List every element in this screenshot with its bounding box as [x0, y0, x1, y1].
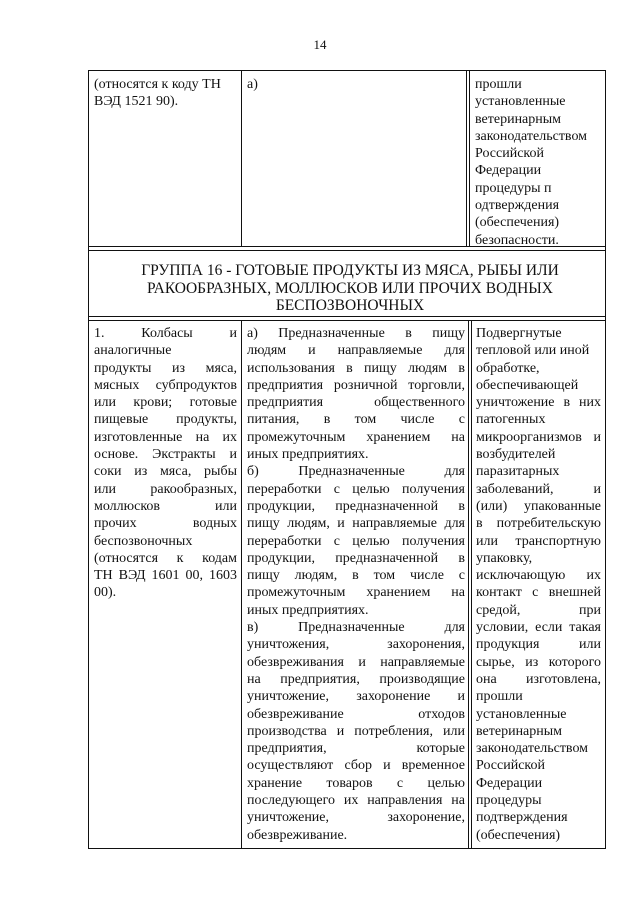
item-1-purpose-cell [247, 325, 465, 844]
item-1-product-cell [94, 325, 237, 602]
cell-text-line: или ракообразных, [94, 481, 237, 497]
cell-text-line: Подвергнутые [476, 326, 562, 341]
cell-text-line: обезвреживание отходов [247, 706, 465, 722]
cell-text-line: (или) упакованные [476, 498, 601, 514]
col-border-2b-bottom [471, 320, 472, 849]
cell-text-line: продукции, предназначенной в [247, 498, 465, 514]
cell-text-line: людям и направляемые для [247, 343, 465, 359]
table-bottom-border [88, 848, 606, 849]
top-row-conditions-cell: прошли установленные ветеринарным законодательством Российской Федерации процедуры п одтверждения (обеспечения) безопасности. [475, 77, 588, 248]
group-16-title: ГРУППА 16 - ГОТОВЫЕ ПРОДУКТЫ ИЗ МЯСА, РЫБЫ ИЛИ РАКООБРАЗНЫХ, МОЛЛЮСКОВ ИЛИ ПРОЧИХ ВОДНЫХ БЕСПОЗВОНОЧНЫХ [141, 262, 559, 315]
cell-text-line: промежуточным хранением на [247, 429, 465, 445]
cell-text-line: 00). [94, 585, 117, 601]
cell-text-line: процедуры [476, 793, 542, 809]
cell-text-line: обезвреживания и направляемые [247, 654, 465, 670]
cell-text-line: прошли [476, 689, 523, 705]
cell-text-line: пищу людям, в том числе с [247, 568, 465, 584]
cell-text-line: на предприятия, производящие [247, 671, 465, 687]
cell-text-line: установленные [476, 706, 567, 722]
cell-text-line: законодательством [476, 741, 589, 757]
cell-text-line: упаковку, [476, 550, 533, 566]
cell-text-line: соки из мяса, рыбы [94, 464, 237, 480]
cell-text-line: возбудителей [476, 447, 556, 463]
cell-text-line: основе. Экстракты и [94, 447, 237, 463]
cell-text-line: хранение товаров с целью [247, 775, 465, 791]
col-border-2-top [466, 70, 467, 247]
cell-text-line: паразитарных [476, 464, 560, 480]
group-row-inner-top-border [88, 250, 606, 251]
cell-text-line: 1. Колбасы и [94, 326, 237, 341]
cell-text-line: уничтожение в них [476, 395, 601, 411]
cell-text-line: осуществляют сбор и временное [247, 758, 465, 774]
cell-text-line: (обеспечения) [476, 827, 561, 843]
col-border-2-bottom [468, 320, 469, 849]
table-top-border [88, 70, 606, 71]
cell-text-line: уничтожение, захоронение, [247, 810, 465, 826]
cell-text-line: (относятся к кодам [94, 550, 237, 566]
col-border-2b-top [469, 70, 470, 247]
top-row-purpose-cell: а) [247, 77, 258, 92]
cell-text-line: патогенных [476, 412, 546, 428]
col-border-1-bottom [241, 320, 242, 849]
cell-text-line: в потребительскую [476, 516, 601, 532]
cell-text-line: тепловой или иной [476, 343, 590, 359]
cell-text-line: переработки с целью получения [247, 481, 465, 497]
cell-text-line: предприятия, которые [247, 741, 465, 757]
cell-text-line: обезвреживание. [247, 827, 348, 843]
cell-text-line: обработке, [476, 360, 540, 376]
cell-text-line: микроорганизмов и [476, 429, 601, 445]
cell-text-line: условии, если такая [476, 620, 601, 636]
cell-text-line: или транспортную [476, 533, 601, 549]
cell-text-line: пищу людям, и направляемые для [247, 516, 465, 532]
col-border-right [605, 70, 606, 849]
cell-text-line: ТН ВЭД 1601 00, 1603 [94, 568, 237, 584]
cell-text-line: предприятия розничной торговли, [247, 377, 465, 393]
cell-text-line: переработки с целью получения [247, 533, 465, 549]
item-1-conditions-cell [476, 325, 601, 844]
cell-text-line: использования в пищу людям в [247, 360, 465, 376]
cell-text-line: прочих водных [94, 516, 237, 532]
cell-text-line: подтверждения [476, 810, 568, 826]
cell-text-line: продукции, предназначенной в [247, 550, 465, 566]
cell-text-line: ветеринарным [476, 723, 563, 739]
cell-text-line: исключающую их [476, 568, 601, 584]
group-row-inner-bottom-border [88, 320, 606, 321]
cell-text-line: сырье, из которого [476, 654, 601, 670]
cell-text-line: пищевые продукты, [94, 412, 237, 428]
cell-text-line: иных предприятиях. [247, 447, 369, 463]
cell-text-line: средой, при [476, 602, 601, 618]
cell-text-line: Российской [476, 758, 545, 774]
page-number: 14 [313, 37, 327, 52]
cell-text-line: питания, в том числе с [247, 412, 465, 428]
group-row-bottom-border [88, 316, 606, 317]
cell-text-line: изготовленные на их [94, 429, 237, 445]
cell-text-line: предприятия общественного [247, 395, 465, 411]
cell-text-line: последующего их направления на [247, 793, 465, 809]
cell-text-line: а) Предназначенные в пищу [247, 326, 465, 341]
top-row-code-cell: (относятся к коду ТН ВЭД 1521 90). [94, 77, 221, 110]
cell-text-line: она изготовлена, [476, 671, 601, 687]
cell-text-line: аналогичные [94, 343, 172, 359]
cell-text-line: моллюсков или [94, 498, 237, 514]
cell-text-line: иных предприятиях. [247, 602, 369, 618]
cell-text-line: мясных субпродуктов [94, 377, 237, 393]
cell-text-line: уничтожения, захоронения, [247, 637, 465, 653]
col-border-1-top [241, 70, 242, 247]
cell-text-line: беспозвоночных [94, 533, 193, 549]
cell-text-line: промежуточным хранением на [247, 585, 465, 601]
cell-text-line: заболеваний, и [476, 481, 601, 497]
cell-text-line: обеспечивающей [476, 377, 579, 393]
cell-text-line: контакт с внешней [476, 585, 601, 601]
cell-text-line: продукция или [476, 637, 601, 653]
col-border-left [88, 70, 89, 849]
cell-text-line: б) Предназначенные для [247, 464, 465, 480]
cell-text-line: уничтожение, захоронение и [247, 689, 465, 705]
cell-text-line: продукты из мяса, [94, 360, 237, 376]
cell-text-line: Федерации [476, 775, 543, 791]
cell-text-line: производства и потребления, или [247, 723, 465, 739]
cell-text-line: в) Предназначенные для [247, 620, 465, 636]
cell-text-line: или крови; готовые [94, 395, 237, 411]
